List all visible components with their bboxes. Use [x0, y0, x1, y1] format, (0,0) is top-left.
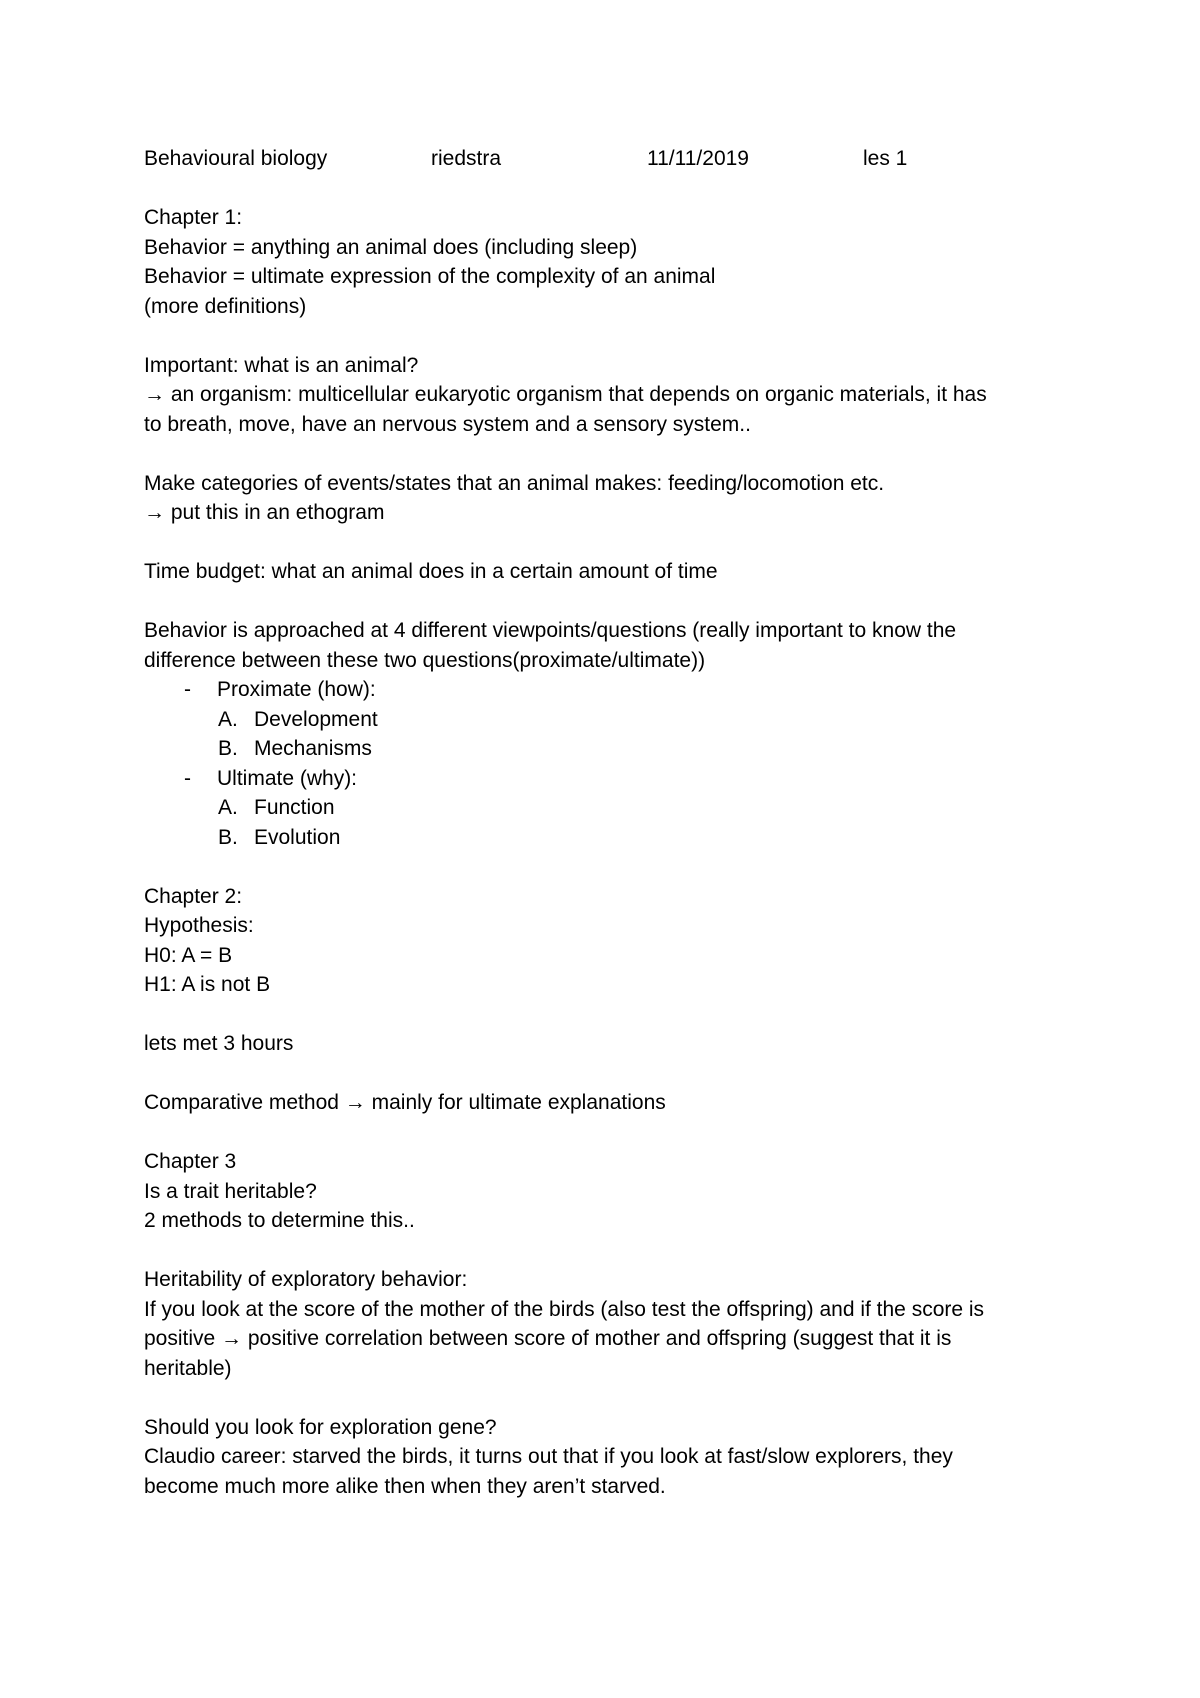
list-item: A. Development: [218, 707, 378, 731]
dash-bullet: -: [184, 766, 191, 790]
definition-3: (more definitions): [144, 294, 307, 318]
approach-line-2: difference between these two questions(proximate/ultimate)): [144, 648, 706, 672]
dash-bullet: -: [184, 678, 191, 701]
lets-met-text: lets met 3 hours: [144, 1032, 294, 1055]
lecture-date: 11/11/2019: [647, 147, 749, 170]
score-line-1: If you look at the score of the mother of the birds (also test the offspring) and if the score is: [144, 1297, 985, 1321]
approach-line-1: Behavior is approached at 4 different viewpoints/questions (really important to know the: [144, 619, 957, 642]
document-body: [144, 144, 1064, 1501]
lesson-number: les 1: [863, 147, 908, 170]
definition-1: Behavior = anything an animal does (including sleep): [144, 235, 638, 259]
arrow-icon: →: [144, 383, 165, 406]
course-title: Behavioural biology: [144, 147, 328, 170]
methods-text: 2 methods to determine this..: [144, 1209, 415, 1232]
question-animal: Important: what is an animal?: [144, 353, 419, 377]
claudio-line-1: Claudio career: starved the birds, it turns out that if you look at fast/slow explorers, they: [144, 1445, 953, 1468]
ethogram-text: → put this in an ethogram: [144, 501, 385, 524]
chapter3-title: Chapter 3: [144, 1150, 237, 1173]
list-item: A. Function: [218, 796, 335, 819]
chapter2-title: Chapter 2:: [144, 884, 243, 908]
teacher-name: riedstra: [431, 147, 502, 170]
arrow-icon: →: [344, 1091, 366, 1114]
list-item-ultimate: - Ultimate (why):: [144, 764, 1064, 794]
arrow-icon: →: [144, 501, 165, 524]
hypothesis-h0: H0: A = B: [144, 943, 233, 967]
document-header: [144, 144, 1064, 174]
heritability-heading: Heritability of exploratory behavior:: [144, 1268, 468, 1291]
animal-answer-line-2: to breath, move, have an nervous system and a sensory system..: [144, 412, 751, 436]
claudio-line-2: become much more alike then when they aren’t starved.: [144, 1474, 666, 1498]
list-item: B. Evolution: [218, 825, 341, 849]
definition-2: Behavior = ultimate expression of the complexity of an animal: [144, 265, 716, 288]
gene-question: Should you look for exploration gene?: [144, 1415, 497, 1439]
list-item-proximate: - Proximate (how):: [144, 675, 1064, 705]
animal-answer-line-1: → an organism: multicellular eukaryotic organism that depends on organic materials, it has: [144, 383, 987, 406]
hypothesis-label: Hypothesis:: [144, 914, 254, 937]
trait-question: Is a trait heritable?: [144, 1179, 317, 1203]
categories-text: Make categories of events/states that an animal makes: feeding/locomotion etc.: [144, 471, 885, 495]
hypothesis-h1: H1: A is not B: [144, 973, 271, 996]
score-line-2: positive → positive correlation between score of mother and offspring (suggest that it is: [144, 1327, 952, 1350]
chapter1-title: Chapter 1:: [144, 206, 243, 229]
time-budget-text: Time budget: what an animal does in a certain amount of time: [144, 560, 718, 583]
arrow-icon: →: [221, 1327, 243, 1350]
comparative-method-text: Comparative method → mainly for ultimate explanations: [144, 1091, 666, 1114]
score-line-3: heritable): [144, 1356, 232, 1380]
list-item: B. Mechanisms: [218, 737, 372, 760]
